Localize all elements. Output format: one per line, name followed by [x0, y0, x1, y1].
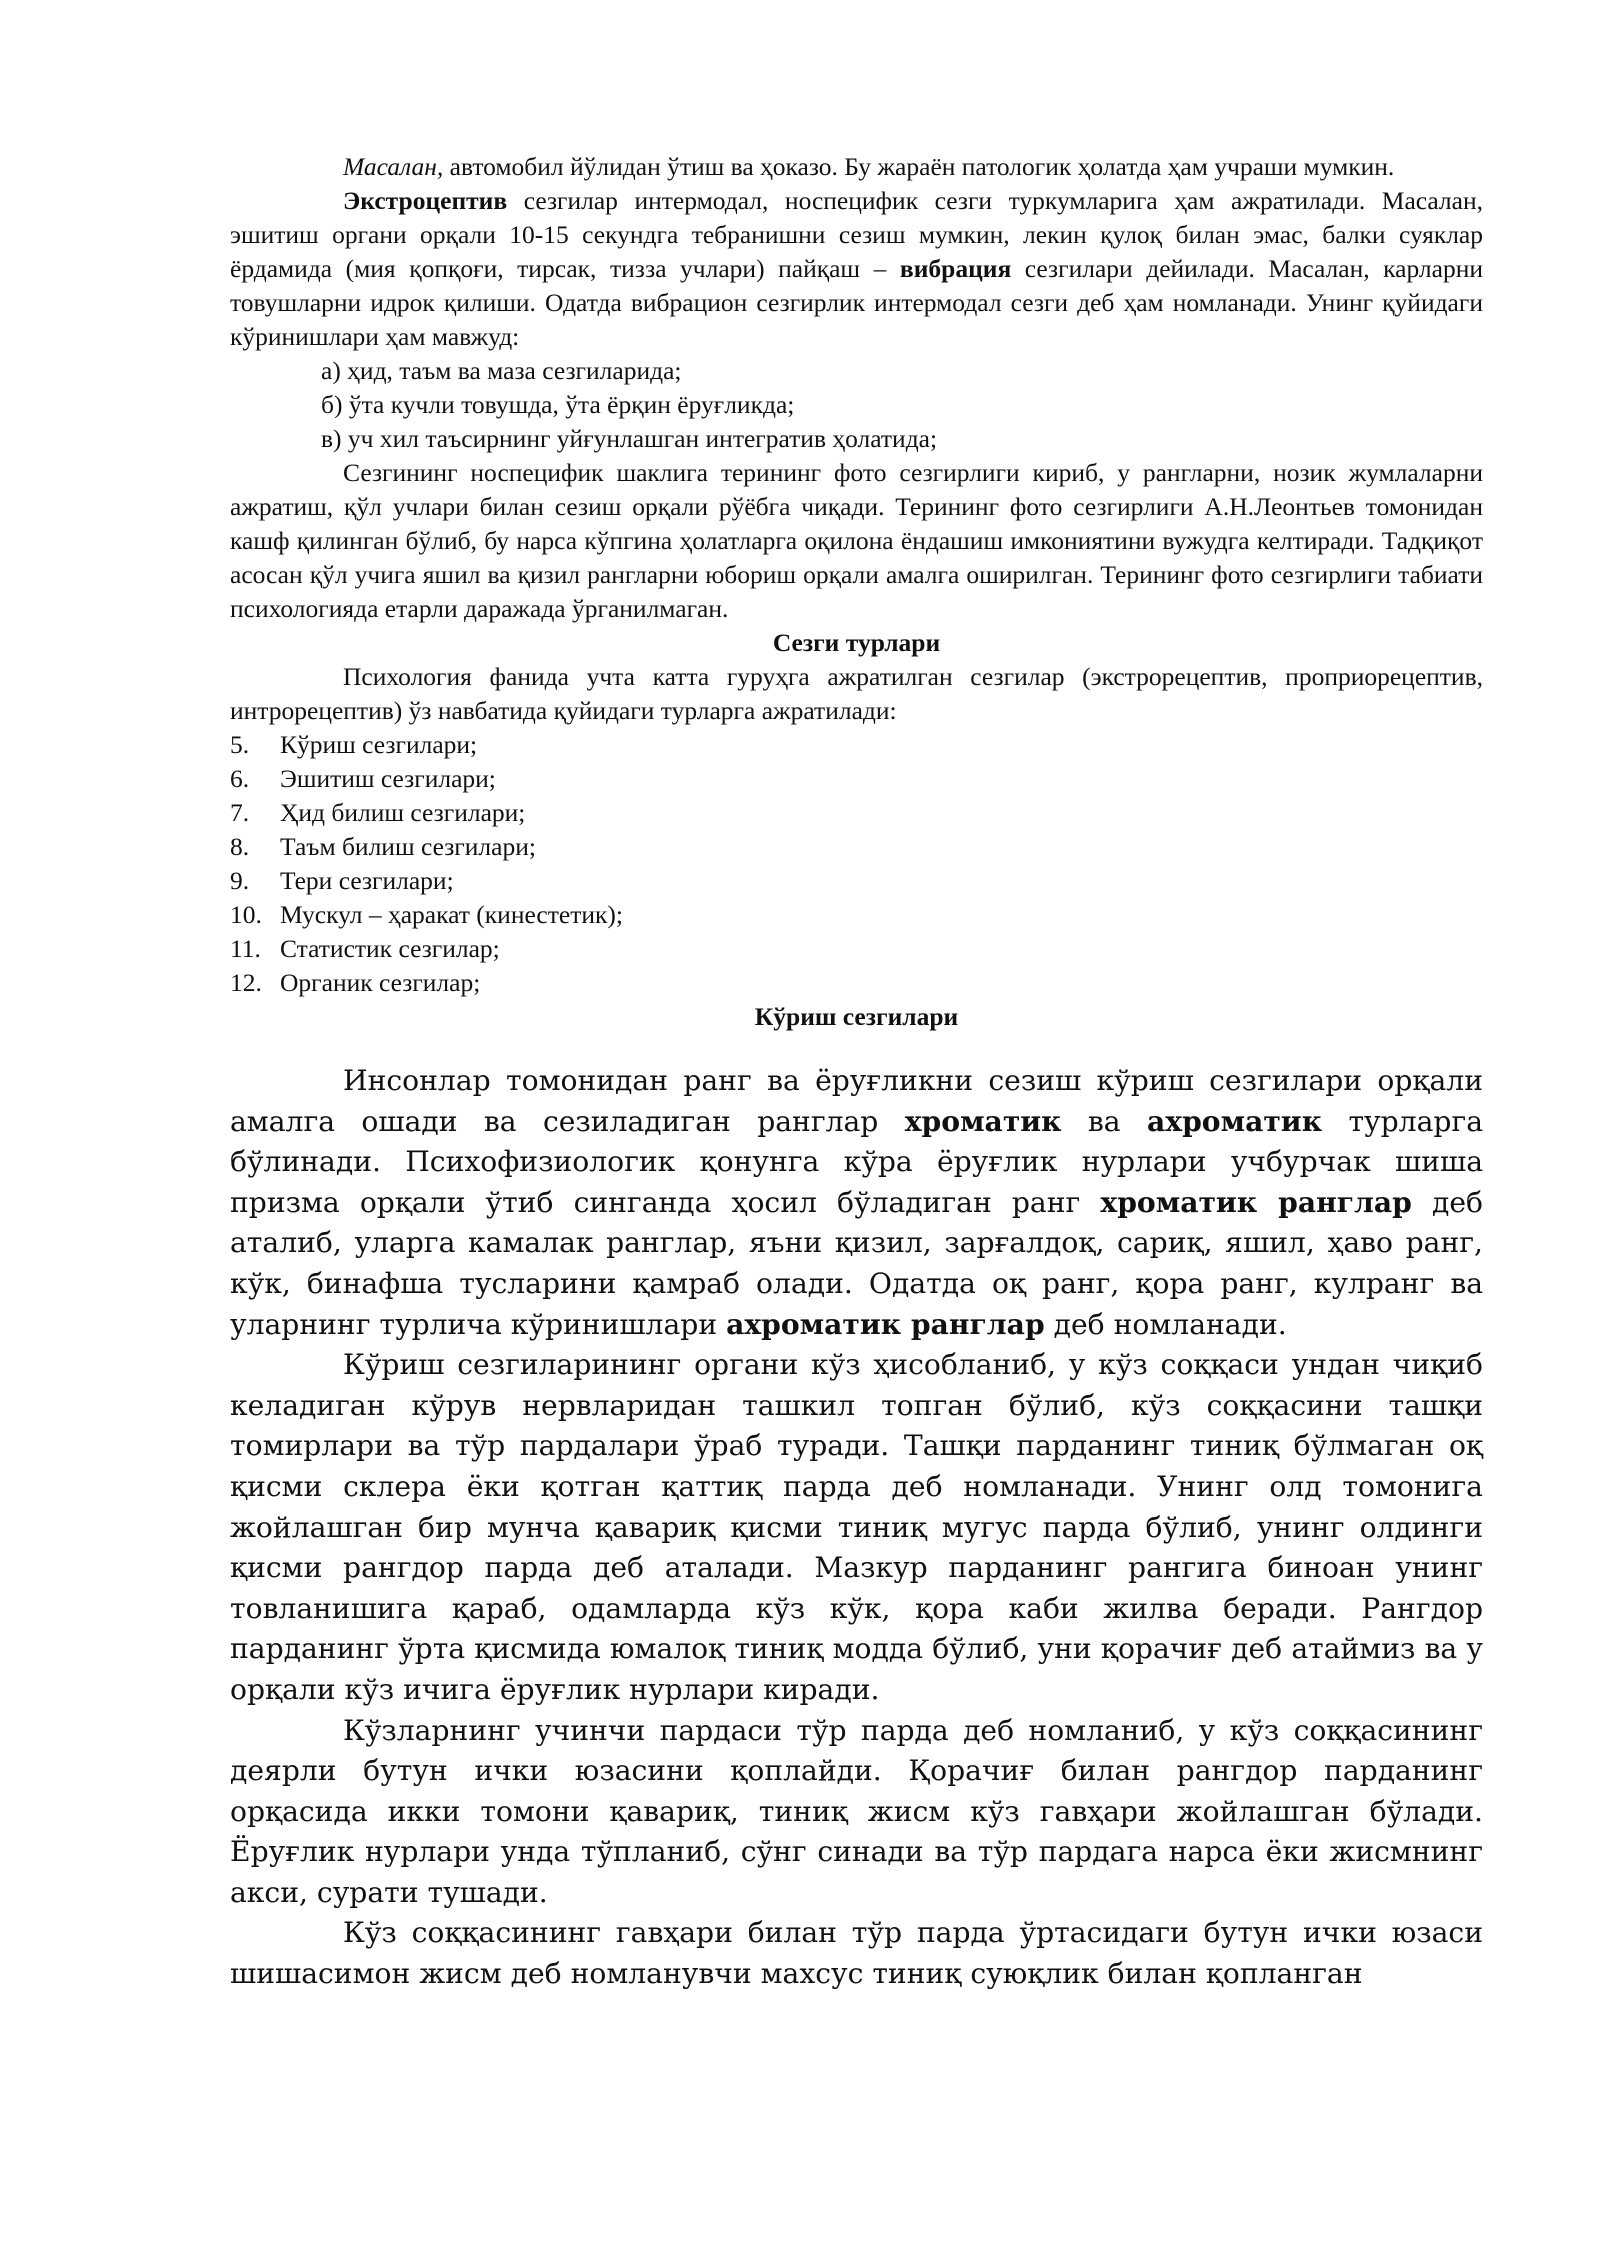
paragraph-text: автомобил йўлидан ўтиш ва ҳоказо. Бу жараён патологик ҳолатда ҳам учраши мумкин.	[443, 152, 1395, 181]
bold-term: ахроматик	[1147, 1104, 1323, 1138]
paragraph-text: деб аталиб, уларга камалак ранглар, яъни қизил, зарғалдоқ, сариқ, яшил, ҳаво ранг, кўк, бинафша тусларини қамраб олади. Одатда оқ ранг, қора ранг, кулранг ва уларнинг турлича кўринишлари	[230, 1185, 1484, 1341]
list-item	[230, 864, 1483, 898]
list-item	[230, 932, 1483, 966]
list-item	[230, 830, 1483, 864]
spacer	[230, 1034, 1483, 1061]
sub-item: в) уч хил таъсирнинг уйғунлашган интегратив ҳолатида;	[321, 424, 938, 453]
list-item	[230, 796, 1483, 830]
paragraph-text: Инсонлар томонидан ранг ва ёруғликни сезиш кўриш сезгилари орқали амалга ошади ва сезиладиган ранглар	[230, 1064, 1483, 1138]
paragraph-text: ва	[1061, 1104, 1147, 1138]
list-text: Статистик сезгилар;	[280, 934, 500, 963]
paragraph-2	[230, 184, 1483, 354]
list-text: Ҳид билиш сезгилари;	[280, 798, 526, 827]
bold-term: Экстроцептив	[343, 186, 508, 215]
bold-term: хроматик ранглар	[1100, 1185, 1412, 1219]
sub-item: а) ҳид, таъм ва маза сезгиларида;	[321, 356, 682, 385]
list-item	[230, 762, 1483, 796]
section-heading: Кўриш сезгилари	[754, 1002, 959, 1031]
paragraph-3: Сезгининг носпецифик шаклига терининг фото сезгирлиги кириб, у рангларни, нозик жумлаларни ажратиш, қўл учлари билан сезиш орқали рўёбга чиқади. Терининг фото сезгирлиги А.Н.Леонтьев томонидан кашф қилинган бўлиб, бу нарса кўпгина ҳолатларга оқилона ёндашиш имкониятини вужудга келтиради. Тадқиқот асосан қўл учига яшил ва қизил рангларни юбориш орқали амалга оширилган. Терининг фото сезгирлиги табиати психологияда етарли даражада ўрганилмаган.	[230, 458, 1483, 623]
bold-term: ахроматик ранглар	[726, 1307, 1045, 1341]
list-text: Тери сезгилари;	[280, 866, 454, 895]
list-text: Мускул – ҳаракат (кинестетик);	[280, 900, 623, 929]
paragraph-6: Кўриш сезгиларининг органи кўз ҳисобланиб, у кўз соққаси ундан чиқиб келадиган кўрув нервларидан ташкил топган бўлиб, кўз соққасини ташқи томирлари ва тўр пардалари ўраб туради. Ташқи парданинг тиниқ бўлмаган оқ қисми склера ёки қотган қаттиқ парда деб номланади. Унинг олд томонига жойлашган бир мунча қавариқ қисми тиниқ мугус парда бўлиб, унинг олдинги қисми рангдор парда деб аталади. Мазкур парданинг рангига биноан унинг товланишига қараб, одамларда кўз кўк, қора каби жилва беради. Рангдор парданинг ўрта қисмида юмалоқ тиниқ модда бўлиб, уни қорачиғ деб атаймиз ва у орқали кўз ичига ёруғлик нурлари киради.	[230, 1348, 1483, 1706]
paragraph-text: сезгилари дейилади. Масалан, карларни товушларни идрок қилиши. Одатда вибрацион сезгирлик интермодал сезги деб ҳам номланади. Унинг қуйидаги кўринишлари ҳам мавжуд:	[230, 254, 1483, 351]
list-number: 12.	[230, 968, 262, 997]
list-text: Эшитиш сезгилари;	[280, 764, 496, 793]
paragraph-8: Кўз соққасининг гавҳари билан тўр парда ўртасидаги бутун ички юзаси шишасимон жисм деб номланувчи махсус тиниқ суюқлик билан қопланган	[230, 1916, 1483, 1991]
list-item	[230, 898, 1483, 932]
paragraph-text: сезгилар интермодал, носпецифик сезги туркумларига ҳам ажратилади. Масалан, эшитиш органи орқали 10-15 секундга тебранишни сезиш мумкин, лекин қулоқ билан эмас, балки суяклар ёрдамида (мия қопқоғи, тирсак, тизза учлари) пайқаш –	[230, 186, 1483, 283]
list-text: Органик сезгилар;	[280, 968, 481, 997]
section-top	[230, 150, 1483, 1034]
list-number: 5.	[230, 730, 250, 759]
sub-item: б) ўта кучли товушда, ўта ёрқин ёруғликда;	[321, 390, 795, 419]
list-number: 6.	[230, 764, 250, 793]
list-item	[230, 966, 1483, 1000]
list-item	[230, 728, 1483, 762]
list-text: Кўриш сезгилари;	[280, 730, 478, 759]
paragraph-5	[230, 1061, 1483, 1345]
section-bottom	[230, 1061, 1483, 1995]
list-number: 9.	[230, 866, 250, 895]
section-heading: Сезги турлари	[772, 628, 941, 657]
paragraph-text: турларга бўлинади. Психофизиологик қонунга кўра ёруғлик нурлари учбурчак шиша призма орқали ўтиб синганда ҳосил бўладиган ранг	[230, 1104, 1483, 1219]
paragraph-7: Кўзларнинг учинчи пардаси тўр парда деб номланиб, у кўз соққасининг деярли бутун ички юзасини қоплайди. Қорачиғ билан рангдор парданинг орқасида икки томони қавариқ, тиниқ жисм кўз гавҳари жойлашган бўлади. Ёруғлик нурлари унда тўпланиб, сўнг синади ва тўр пардага нарса ёки жисмнинг акси, сурати тушади.	[230, 1713, 1483, 1909]
document-page	[230, 150, 1483, 1995]
list-number: 8.	[230, 832, 250, 861]
bold-term: вибрация	[899, 254, 1012, 283]
bold-term: хроматик	[904, 1104, 1062, 1138]
sense-types-list	[230, 728, 1483, 1000]
paragraph-4: Психология фанида учта катта гуруҳга ажратилган сезгилар (экстрорецептив, проприорецептив, интрорецептив) ўз навбатида қуйидаги турларга ажратилади:	[230, 662, 1483, 725]
paragraph-text: деб номланади.	[1044, 1307, 1287, 1341]
list-number: 7.	[230, 798, 250, 827]
list-text: Таъм билиш сезгилари;	[280, 832, 536, 861]
list-number: 10.	[230, 900, 262, 929]
italic-lead: Масалан,	[343, 152, 444, 181]
paragraph-1	[230, 150, 1483, 184]
list-number: 11.	[230, 934, 261, 963]
